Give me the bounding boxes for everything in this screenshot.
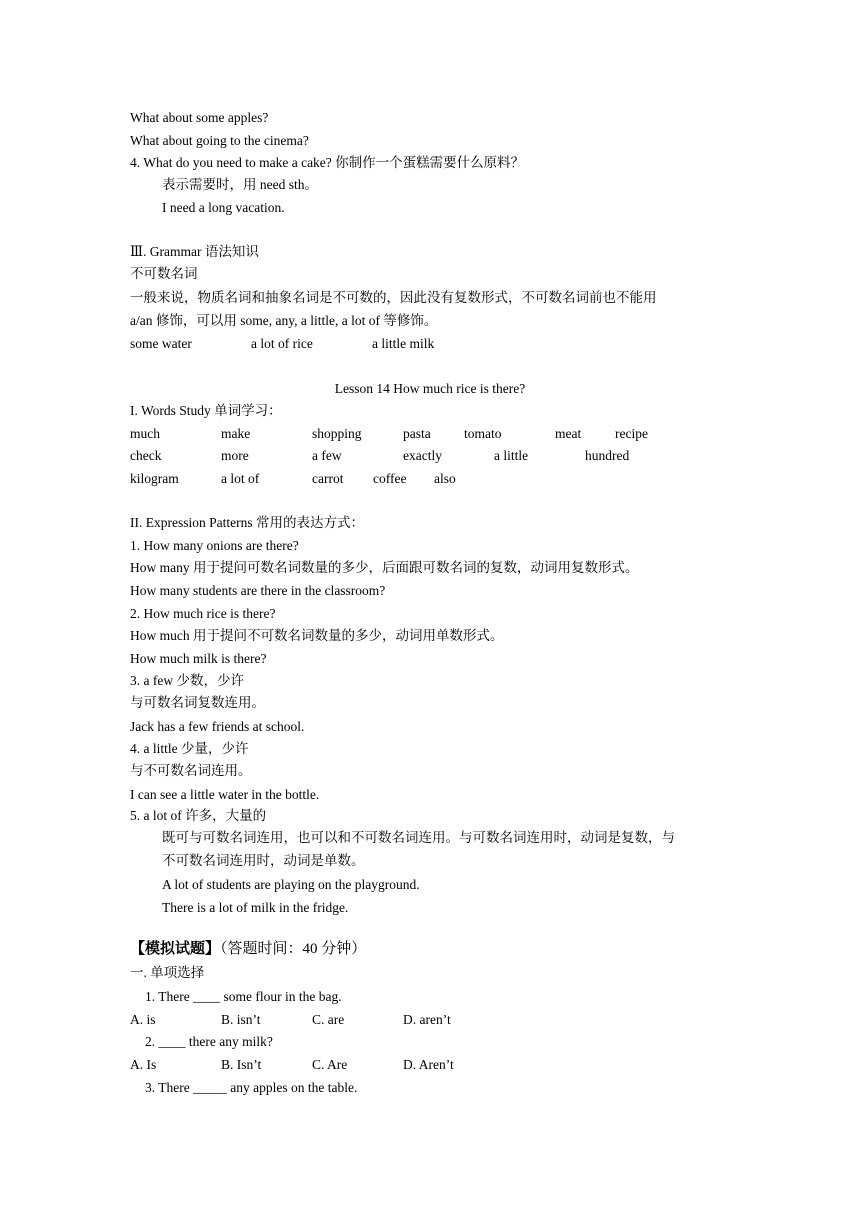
text-line: 表示需要时，用 need sth。 — [162, 177, 318, 192]
word-row — [0, 425, 860, 443]
word: more — [221, 448, 249, 463]
option: C. Are — [312, 1057, 348, 1072]
text-line: 4. a little 少量，少许 — [130, 741, 249, 756]
question: 1. There ____ some flour in the bag. — [145, 989, 342, 1004]
word: a lot of — [221, 471, 260, 486]
text-line: 不可数名词连用时，动词是单数。 — [162, 853, 365, 868]
example-item: some water — [130, 336, 192, 351]
text-line: A lot of students are playing on the playground. — [162, 877, 420, 892]
text-line: 3. a few 少数，少许 — [130, 673, 244, 688]
option: D. aren’t — [403, 1012, 451, 1027]
word: hundred — [585, 448, 630, 463]
word: a few — [312, 448, 342, 463]
example-row — [0, 335, 860, 353]
section-heading: 一. 单项选择 — [130, 965, 205, 980]
text-line: 1. How many onions are there? — [130, 538, 299, 553]
question: 2. ____ there any milk? — [145, 1034, 273, 1049]
text-line: 5. a lot of 许多，大量的 — [130, 808, 267, 823]
word: check — [130, 448, 162, 463]
word: a little — [494, 448, 529, 463]
section-heading: I. Words Study 单词学习： — [130, 403, 282, 418]
section-heading: Ⅲ. Grammar 语法知识 — [130, 244, 259, 259]
word: also — [434, 471, 456, 486]
text-line: 一般来说，物质名词和抽象名词是不可数的，因此没有复数形式，不可数名词前也不能用 — [130, 290, 657, 305]
text-line: How many students are there in the classroom? — [130, 583, 386, 598]
text-line: How many 用于提问可数名词数量的多少，后面跟可数名词的复数，动词用复数形式。 — [130, 560, 639, 575]
text-line: I can see a little water in the bottle. — [130, 787, 320, 802]
text-line: a/an 修饰，可以用 some, any, a little, a lot of 等修饰。 — [130, 313, 438, 328]
options-row — [0, 1011, 860, 1029]
text-line: I need a long vacation. — [162, 200, 285, 215]
question: 3. There _____ any apples on the table. — [145, 1080, 358, 1095]
example-item: a lot of rice — [251, 336, 313, 351]
word: pasta — [403, 426, 431, 441]
word: exactly — [403, 448, 442, 463]
word: recipe — [615, 426, 648, 441]
word: much — [130, 426, 160, 441]
option: A. Is — [130, 1057, 157, 1072]
option: D. Aren’t — [403, 1057, 454, 1072]
section-heading: II. Expression Patterns 常用的表达方式： — [130, 515, 364, 530]
example-item: a little milk — [372, 336, 435, 351]
text-line: 既可与可数名词连用，也可以和不可数名词连用。与可数名词连用时，动词是复数，与 — [162, 830, 675, 845]
option: B. Isn’t — [221, 1057, 262, 1072]
text-line: 2. How much rice is there? — [130, 606, 276, 621]
text-line: How much 用于提问不可数名词数量的多少，动词用单数形式。 — [130, 628, 504, 643]
word: meat — [555, 426, 582, 441]
word: kilogram — [130, 471, 179, 486]
text-line: 与不可数名词连用。 — [130, 763, 252, 778]
word: coffee — [373, 471, 407, 486]
option: B. isn’t — [221, 1012, 261, 1027]
word-row — [0, 470, 860, 488]
text-line: What about going to the cinema? — [130, 133, 309, 148]
test-title-time: （答题时间：40 分钟） — [220, 941, 367, 957]
word: make — [221, 426, 251, 441]
word: tomato — [464, 426, 502, 441]
lesson-title: Lesson 14 How much rice is there? — [334, 381, 526, 396]
text-line: 不可数名词 — [130, 266, 198, 281]
text-line: How much milk is there? — [130, 651, 267, 666]
options-row — [0, 1056, 860, 1074]
text-line: What about some apples? — [130, 110, 269, 125]
word-row — [0, 447, 860, 465]
test-title — [130, 940, 366, 958]
text-line: There is a lot of milk in the fridge. — [162, 900, 349, 915]
text-line: 与可数名词复数连用。 — [130, 695, 265, 710]
text-line: 4. What do you need to make a cake? 你制作一个蛋糕需要什么原料？ — [130, 155, 525, 170]
word: carrot — [312, 471, 344, 486]
word: shopping — [312, 426, 362, 441]
option: A. is — [130, 1012, 156, 1027]
text-line: Jack has a few friends at school. — [130, 719, 305, 734]
option: C. are — [312, 1012, 345, 1027]
test-title-bold: 【模拟试题】 — [130, 941, 221, 957]
